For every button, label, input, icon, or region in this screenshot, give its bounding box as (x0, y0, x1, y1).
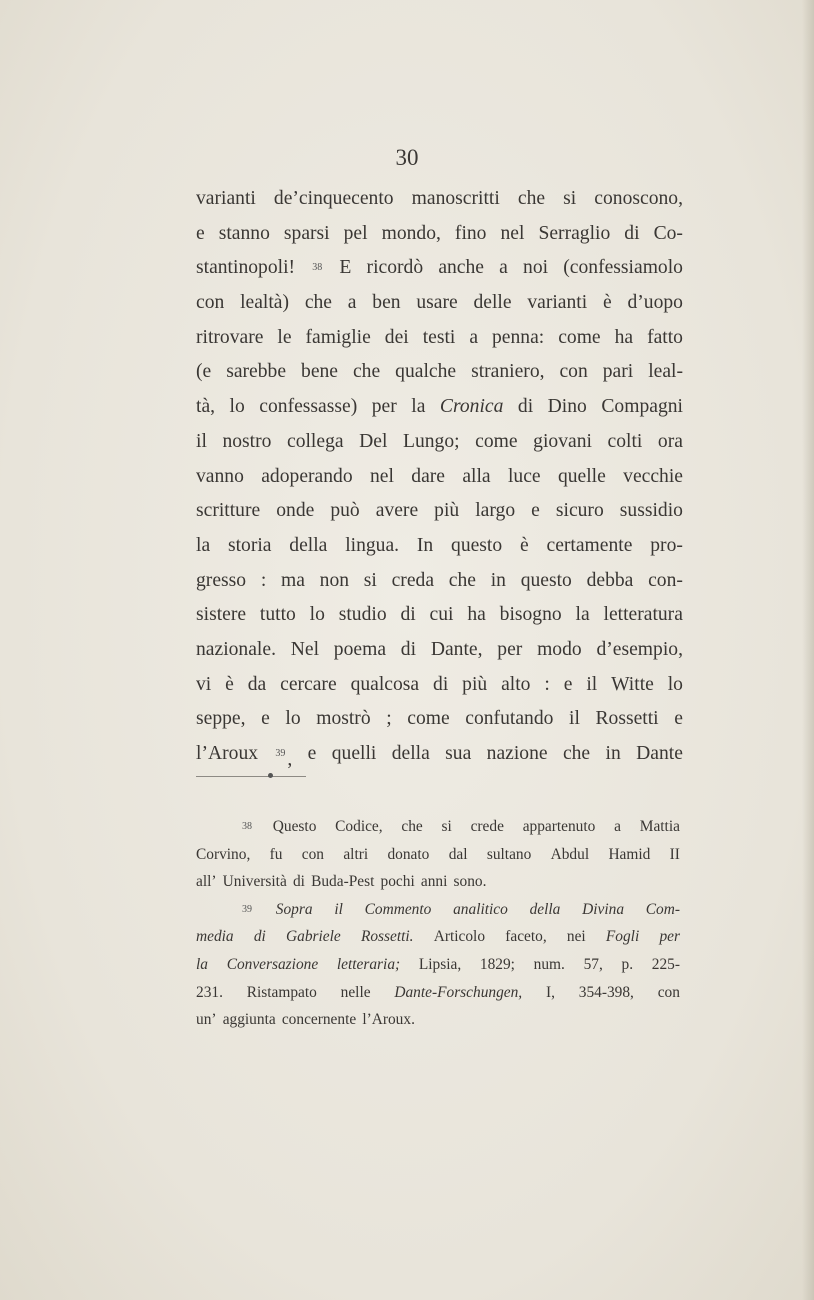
word: è (602, 292, 612, 314)
footnotes (196, 813, 680, 1034)
word: di (400, 638, 417, 660)
word: ritrovare (196, 326, 264, 348)
word: sicuro (555, 500, 604, 522)
word: nazione (486, 743, 548, 764)
word: le (277, 326, 292, 348)
word: Serraglio (538, 222, 611, 244)
word: testi (422, 326, 456, 348)
footnote-word: nelle (340, 983, 371, 1001)
word: per (497, 638, 523, 660)
word: di (517, 396, 534, 418)
footnote-word: nei (566, 928, 586, 946)
word: si (563, 188, 577, 209)
footnote-word: Conversazione (226, 955, 319, 973)
word: si (363, 569, 377, 591)
footnote-line (196, 979, 680, 1007)
word: che (448, 569, 476, 591)
footnote-ref: 39 (242, 903, 252, 915)
word: bene (301, 361, 339, 383)
word: anche (438, 257, 484, 279)
word: dare (411, 465, 445, 487)
text-line (196, 425, 683, 460)
word: debba (586, 569, 634, 591)
word: tà, (196, 396, 216, 418)
word: quelli (331, 743, 377, 764)
word: come (475, 430, 518, 452)
word: e (674, 708, 683, 730)
word: a (347, 292, 357, 314)
word: come (407, 708, 450, 730)
footnote-word: Gabriele (286, 928, 341, 946)
word: Compagni (601, 396, 683, 418)
footnote-word: aggiunta (222, 1011, 276, 1029)
word: straniero, (471, 361, 545, 383)
word: lealtà) (240, 292, 290, 314)
separator-dot (268, 773, 273, 778)
text-line (196, 390, 683, 425)
word: nel (500, 222, 525, 244)
text-line (196, 321, 683, 356)
word: come (558, 326, 601, 348)
footnote-word: un’ (196, 1011, 217, 1029)
word: poema (333, 638, 387, 660)
word: è (519, 534, 529, 556)
footnote-word: che (401, 818, 423, 835)
text-line (196, 494, 683, 529)
word: la (196, 534, 211, 556)
word: mondo, (381, 222, 441, 244)
text-line (196, 702, 683, 737)
word: Co- (653, 222, 683, 244)
word: noi (523, 257, 549, 279)
footnote-word: il (334, 900, 343, 918)
footnote-word: la (196, 955, 208, 973)
word: non (319, 569, 350, 591)
word: creda (391, 569, 435, 591)
footnote-word: all’ (196, 873, 217, 891)
footnote-word: di (292, 873, 305, 891)
word: che (562, 743, 591, 764)
footnote-word: Divina (582, 900, 625, 918)
word: ora (657, 430, 683, 452)
footnote-word: per (659, 928, 680, 946)
word: che (517, 188, 546, 209)
word: ha (467, 604, 486, 626)
word: nostro (222, 430, 272, 452)
footnote-word: 57, (583, 955, 603, 973)
footnote-word: appartenuto (522, 818, 596, 835)
footnote-word: Hamid (608, 845, 651, 863)
footnote-word: della (529, 900, 561, 918)
text-line (196, 529, 683, 564)
word: e (531, 500, 540, 522)
word: da (247, 673, 267, 695)
word: sussidio (619, 500, 683, 522)
word: Witte (611, 673, 654, 695)
word: lo (667, 673, 683, 695)
word: pro- (650, 534, 683, 556)
word: ; (386, 708, 392, 730)
footnote-word: sono. (453, 873, 487, 891)
word: fatto (647, 326, 683, 348)
word: Dino (547, 396, 587, 418)
footnote-word: Fogli (605, 928, 640, 946)
footnote-word: di (253, 928, 266, 946)
word: e (307, 743, 317, 764)
word: sua (445, 743, 472, 764)
text-line (196, 668, 683, 703)
text-line (196, 460, 683, 495)
word: (e (196, 361, 212, 383)
footnote-line (196, 868, 680, 896)
word: collega (287, 430, 344, 452)
word: confutando (465, 708, 554, 730)
word: di (624, 222, 640, 244)
footnote-word: fu (269, 845, 283, 863)
main-text (196, 182, 683, 772)
word: gresso (196, 569, 247, 591)
footnote-line (196, 951, 680, 979)
footnote-separator (196, 776, 306, 777)
word: per (371, 396, 397, 418)
word: dei (384, 326, 409, 348)
word: usare (416, 292, 458, 314)
word: (confessiamolo (563, 257, 683, 279)
word: largo (475, 500, 516, 522)
word: a (469, 326, 479, 348)
word: d’esempio, (596, 638, 683, 660)
word: colti (607, 430, 643, 452)
footnote-word: con (301, 845, 325, 863)
footnote-word (240, 896, 254, 924)
word: varianti (527, 292, 588, 314)
footnote-word: crede (470, 818, 504, 835)
footnote-word: num. (533, 955, 565, 973)
word: fino (454, 222, 487, 244)
footnote-word: sultano (486, 845, 532, 863)
word: sarebbe (226, 361, 287, 383)
word: il (586, 673, 598, 695)
word: manoscritti (411, 188, 500, 209)
text-line (196, 737, 683, 772)
word: cui (429, 604, 454, 626)
footnote-word: anni (420, 873, 448, 891)
word: qualche (395, 361, 457, 383)
page-number: 30 (395, 145, 419, 170)
word: : (544, 673, 550, 695)
word: Cronica (439, 396, 504, 418)
footnote-word: Codice, (335, 818, 383, 835)
footnote-word: Rossetti. (360, 928, 414, 946)
word: alto (501, 673, 531, 695)
word: leal- (648, 361, 683, 383)
footnote-word: 1829; (479, 955, 515, 973)
word: ricordò (366, 257, 424, 279)
word: con- (648, 569, 683, 591)
footnote-word: Sopra (275, 900, 313, 918)
footnote-word: Buda-Pest (311, 873, 375, 891)
footnote-word: media (196, 928, 234, 946)
word: che (304, 292, 333, 314)
word: a (499, 257, 508, 279)
word: modo (537, 638, 582, 660)
footnote-ref: 39 (275, 748, 286, 759)
footnote-ref: 38 (242, 821, 252, 832)
word: ben (372, 292, 401, 314)
word (310, 251, 324, 286)
word: luce (507, 465, 541, 487)
footnote-word: Abdul (550, 845, 590, 863)
word: sparsi (283, 222, 330, 244)
word: vanno (196, 465, 244, 487)
text-line (196, 217, 683, 252)
word: pari (602, 361, 634, 383)
word: questo (520, 569, 572, 591)
footnote-word: a (614, 818, 621, 835)
word: di (400, 604, 416, 626)
word: lo (229, 396, 245, 418)
word: lo (309, 604, 325, 626)
footnote-word: Commento (364, 900, 432, 918)
footnote-word: analitico (453, 900, 508, 918)
word: famiglie (305, 326, 371, 348)
word: d’uopo (627, 292, 683, 314)
word: penna: (492, 326, 545, 348)
word: ma (281, 569, 305, 591)
footnote-word: 354-398, (578, 983, 634, 1001)
footnote-word: Mattia (639, 818, 680, 835)
word: conoscono, (594, 188, 683, 209)
word: Nel (290, 638, 320, 660)
word: quelle (557, 465, 606, 487)
word: adoperando (261, 465, 353, 487)
page-edge (802, 0, 814, 1300)
word: l’Aroux (196, 743, 259, 764)
word: il (569, 708, 580, 730)
footnote-ref: 38 (312, 262, 323, 274)
word: bisogno (499, 604, 562, 626)
footnote-word: letteraria; (336, 955, 401, 973)
word: lo (285, 708, 301, 730)
footnote-line (196, 896, 680, 924)
footnote-word: Lipsia, (418, 955, 462, 973)
footnote-line (196, 813, 680, 841)
word: mostrò (316, 708, 371, 730)
word: Dante, (430, 638, 483, 660)
word: nel (369, 465, 394, 487)
footnote-word: Corvino, (196, 845, 251, 863)
text-line (196, 355, 683, 390)
word: Rossetti (595, 708, 659, 730)
footnote-word: Università (222, 873, 287, 891)
footnote-line (196, 1006, 680, 1034)
footnote-word: 231. (196, 983, 223, 1001)
footnote-word: Com- (645, 900, 680, 918)
word: della (289, 534, 328, 556)
word: può (330, 500, 360, 522)
text-line (196, 251, 683, 286)
text-line (196, 286, 683, 321)
footnote-word: Dante-Forschungen, (394, 983, 523, 1001)
text-line (196, 633, 683, 668)
word: In (416, 534, 434, 556)
word: e (196, 222, 205, 244)
word: tutto (259, 604, 296, 626)
word: de’cinquecento (273, 188, 394, 209)
word: e (261, 708, 270, 730)
word: $^{39}$ , (275, 748, 293, 770)
word: più (434, 500, 460, 522)
word: il (196, 430, 207, 452)
word: lingua. (345, 534, 400, 556)
word: con (559, 361, 588, 383)
footnote-word: con (657, 983, 680, 1001)
text-line (196, 598, 683, 633)
footnote-word: l’Aroux. (362, 1011, 415, 1029)
footnote-word: Questo (272, 818, 317, 835)
word: pel (343, 222, 368, 244)
word: in (605, 743, 621, 764)
word: confessasse) (259, 396, 358, 418)
word: storia (227, 534, 272, 556)
word: vecchie (623, 465, 683, 487)
word: letteratura (603, 604, 683, 626)
word: con (196, 292, 225, 314)
word: E (339, 257, 352, 279)
word: Dante (636, 743, 683, 764)
text-line (196, 182, 683, 217)
word: giovani (533, 430, 592, 452)
word: delle (473, 292, 512, 314)
footnote-word: concernente (281, 1011, 357, 1029)
word: onde (276, 500, 315, 522)
word: qualcosa (350, 673, 420, 695)
footnote-word: altri (343, 845, 369, 863)
footnote-line (196, 841, 680, 869)
word: la (411, 396, 426, 418)
footnote-word: 225- (651, 955, 680, 973)
footnote-line (196, 923, 680, 951)
word: la (575, 604, 590, 626)
word: ha (614, 326, 634, 348)
word: di (433, 673, 449, 695)
word: cercare (280, 673, 337, 695)
word: e (563, 673, 573, 695)
footnote-word: p. (621, 955, 634, 973)
footnote-word: dal (448, 845, 468, 863)
word: più (462, 673, 488, 695)
footnote-word: Ristampato (246, 983, 317, 1001)
word: Del (359, 430, 388, 452)
word: : (260, 569, 267, 591)
text-line (196, 564, 683, 599)
word: avere (375, 500, 419, 522)
word: vi (196, 673, 212, 695)
word: scritture (196, 500, 261, 522)
word: sistere (196, 604, 247, 626)
word: in (490, 569, 506, 591)
footnote-word: II (669, 845, 680, 863)
footnote-word: donato (387, 845, 430, 863)
footnote-word: I, (545, 983, 555, 1001)
word: studio (338, 604, 387, 626)
word: alla (462, 465, 491, 487)
word: della (391, 743, 430, 764)
footnote-word (240, 813, 254, 841)
word: nazionale. (196, 638, 276, 660)
word: stanno (218, 222, 270, 244)
footnote-word: si (441, 818, 452, 835)
word: seppe, (196, 708, 246, 730)
word: stantinopoli! (196, 257, 296, 279)
word: Lungo; (403, 430, 460, 452)
word: varianti (196, 188, 256, 209)
word: che (352, 361, 381, 383)
word: è (225, 673, 234, 695)
footnote-word: faceto, (505, 928, 547, 946)
word: certamente (546, 534, 633, 556)
footnote-word: Articolo (433, 928, 486, 946)
word: questo (451, 534, 503, 556)
footnote-word: pochi (380, 873, 415, 891)
